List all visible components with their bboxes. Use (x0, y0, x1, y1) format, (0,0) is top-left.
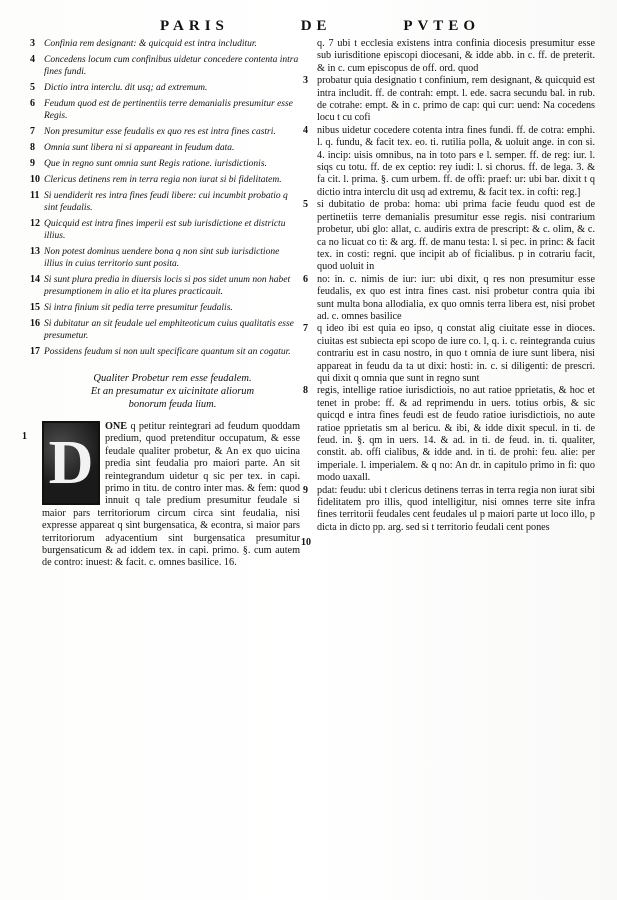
summary-text: Clericus detinens rem in terra regia non iurat si bi fidelitatem. (44, 175, 282, 185)
summary-number: 6 (30, 98, 35, 109)
summary-text: Si intra finium sit pedia terre presumitur feudalis. (44, 303, 233, 313)
summary-item (30, 302, 300, 314)
summary-text: Si uendiderit res intra fines feudi libere: cui incumbit probatio q sint feudalis. (44, 191, 288, 213)
summary-item (30, 346, 300, 358)
paragraph-text: q ideo ibi est quia eo ipso, q constat alig ciuitate esse in dioces. ciuitas est subiecta epi scopo de iure co. l, q. i. c. reintegranda cuius contrariu est in casu nostro, in quo t omnia de iure sunt libera, nisi appareat in feudu da ta ut dixi: hosti: in. c. si diligenti: de prescri. qui dixit q omnia que sunt in regno sunt (317, 323, 595, 384)
summary-text: Que in regno sunt omnia sunt Regis ratione. iurisdictionis. (44, 159, 267, 169)
left-body (22, 421, 300, 570)
summary-item (30, 190, 300, 214)
margin-number: 1 (22, 431, 27, 442)
summary-item (30, 54, 300, 78)
summary-number: 11 (30, 190, 40, 201)
summary-text: Omnia sunt libera ni si appareant in feudum data. (44, 143, 235, 153)
right-paragraph (305, 385, 595, 484)
summary-number: 17 (30, 346, 40, 357)
summary-item (30, 318, 300, 342)
summary-item (30, 38, 300, 50)
right-paragraph (305, 38, 595, 75)
left-column (22, 38, 300, 570)
summary-number: 4 (30, 54, 35, 65)
summary-item (30, 274, 300, 298)
summary-item (30, 218, 300, 242)
summary-number: 9 (30, 158, 35, 169)
margin-number: 9 (303, 484, 308, 496)
right-paragraph (305, 274, 595, 324)
summary-number: 16 (30, 318, 40, 329)
summary-number: 8 (30, 142, 35, 153)
running-header (160, 18, 480, 35)
margin-number: 10 (301, 537, 311, 549)
summary-text: Dictio intra interclu. dit usq; ad extremum. (44, 83, 208, 93)
margin-number: 7 (303, 323, 308, 335)
right-paragraph (305, 125, 595, 199)
summary-text: Possidens feudum si non uult specificare quantum sit an cogatur. (44, 347, 291, 357)
header-word-de: DE (300, 18, 332, 34)
right-paragraph (305, 199, 595, 273)
summary-item (30, 174, 300, 186)
decorated-initial (42, 421, 100, 505)
paragraph-text: pdat: feudu: ubi t clericus detinens terras in terra regia non iurat sibi fidelitatem pro illis, quod intelligitur, nisi omnes terre site infra fines territorii feudales cent feudales ul p maiori parte ut loco illo, p dicta in dicto pp. arg. sed si t territorio feudali cent pones (317, 484, 595, 533)
margin-number: 5 (303, 199, 308, 211)
header-word-paris: PARIS (160, 18, 229, 34)
summary-item (30, 82, 300, 94)
summary-number: 5 (30, 82, 35, 93)
summary-text: Si sunt plura predia in diuersis locis si pos sidet unum non habet presumptionem in alio et ita plures practicauit. (44, 275, 291, 297)
paragraph-text: no: in. c. nimis de iur: iur: ubi dixit, q res non presumitur esse feudalis, ex quo est intra fines cast. nisi probetur contra quia ibi sunt multa bona allodialia, ex quo omnis terra libera est, nisi probet ad. c. omnes basilice (317, 273, 595, 322)
summary-text: Si dubitatur an sit feudale uel emphiteoticum cuius qualitatis esse presumetur. (44, 319, 294, 341)
margin-number: 4 (303, 124, 308, 136)
summary-number: 7 (30, 126, 35, 137)
margin-number: 8 (303, 385, 308, 397)
summary-number: 12 (30, 218, 40, 229)
summary-text: Non potest dominus uendere bona q non sint sub iurisdictione illius in cuius territorio sunt posita. (44, 247, 280, 269)
body-text: q petitur reintegrari ad feudum quoddam predium, quod pretenditur occupatum, & esse feudale qualiter probetur, & An ex quo uicina predia sint feudalia pro maiori parte. An sit reintegrandum uidetur q sic per tex. in capi. primo in titu. de contro inter mas. & fem: quod innuit q tale predium presumitur feudale si maior pars territoriorum circum circa sint feudalia, nisi expresse appareat q sint burgensatica, & econtra, si maior pars territoriorum adyacentium sint burgensatica presumitur burgensaticum & ad iddem tex. in capi. primo. §. cum autem de contro: inuest: & facit. c. omnes basilice. 16. (42, 421, 300, 569)
summary-item (30, 98, 300, 122)
summary-text: Feudum quod est de pertinentiis terre demanialis presumitur esse Regis. (44, 99, 293, 121)
summary-list (30, 38, 300, 358)
header-word-puteo: PVTEO (403, 18, 480, 34)
paragraph-text: regis, intellige ratioe iurisdictiois, no aut ratioe pprietatis, & hoc et tenet in probe: ff. & ad reprimendu in uers. totius orbis, & sic quicqd e intra fines feudi est de feudo ratioe iurisdictiois, no aute ratioe pprietatis sm al bericu. & ibi, & idde dixit specul. in ti. de feud. in. §. qm in uers. 14. & ad. in ti. de feud. in. ti. qualiter, constit. ab. offi cialibus, & idde and. in ti. de prohi: feu. alie: per imperiale. l. imperialem. & q no: An dr. in capitulo primo in fi: quo modo uaxall. (317, 385, 595, 484)
margin-number: 3 (303, 75, 308, 87)
right-paragraph (305, 323, 595, 385)
summary-item (30, 158, 300, 170)
summary-number: 3 (30, 38, 35, 49)
right-paragraph (305, 485, 595, 535)
summary-item (30, 126, 300, 138)
summary-number: 15 (30, 302, 40, 313)
paragraph-text: q. 7 ubi t ecclesia existens intra confinia diocesis presumitur esse sub iurisditione episcopi diocesani, & idde abb. in c. ff. de preterit. & in c. cum episcopus de off. ord. quod (317, 38, 595, 74)
summary-text: Non presumitur esse feudalis ex quo res est intra fines castri. (44, 127, 276, 137)
initial-letter: D (48, 429, 94, 497)
right-paragraph (305, 75, 595, 125)
summary-text: Concedens locum cum confinibus uidetur concedere contenta intra fines fundi. (44, 55, 299, 77)
section-title: Qualiter Probetur rem esse feudalem. Et an presumatur ex uicinitate aliorum bonorum feuda lium. (90, 373, 255, 410)
right-column (301, 38, 595, 549)
summary-text: Confinia rem designant: & quicquid est intra includitur. (44, 39, 257, 49)
paragraph-text: nibus uidetur cocedere cotenta intra fines fundi. ff. de cotra: emphi. l. q. fundu, & facit tex. eo. ti. rutilia polla, & uoluit ange. in con si. 4. incip: uisis omnibus, na in toto pars e l. semper. ff. de reg: iur. l. siqs cu totu. ff. de ex ceptio: rey iudi: l. si chorus. ff. de lega. 3. & fa cit. l. prima. §. cum urbem. ff. de offi: praef: ur: ubi bar. dixit t q dictio intra interclu dit usq ad extremu, & facit tex. in cofti: reg.] (317, 124, 595, 198)
summary-number: 14 (30, 274, 40, 285)
summary-number: 10 (30, 174, 40, 185)
summary-text: Quicquid est intra fines imperii est sub iurisdictione et districtu illius. (44, 219, 286, 241)
paragraph-text: si dubitatio de proba: homa: ubi prima facie feudu quod est de pertinetiis terre demanialis presumitur esse regis. nisi contrarium probetur, ubi glo: allat, c. audiris extra de prescript: & c. olim, & c. ca no licuat co ti: & arg. ff. de manu testa: l. si pec. in princ: & facit tex. in costi: regni. que incipit ab of ficialibus. p in cotrariu facit, quod uoluit in (317, 199, 595, 273)
margin-number: 6 (303, 273, 308, 285)
summary-number: 13 (30, 246, 40, 257)
summary-item (30, 246, 300, 270)
body-lead-word: ONE (105, 421, 128, 432)
summary-item (30, 142, 300, 154)
paragraph-text: probatur quia designatio t confinium, rem designant, & quicquid est intra includit. ff. de contrah: empt. l. ede. sacra secundu bal. in rub. de cotrahe: empt. & in c. primo de cap: qui cur: uend: Na cocedens locu t cu cofi (317, 75, 595, 124)
